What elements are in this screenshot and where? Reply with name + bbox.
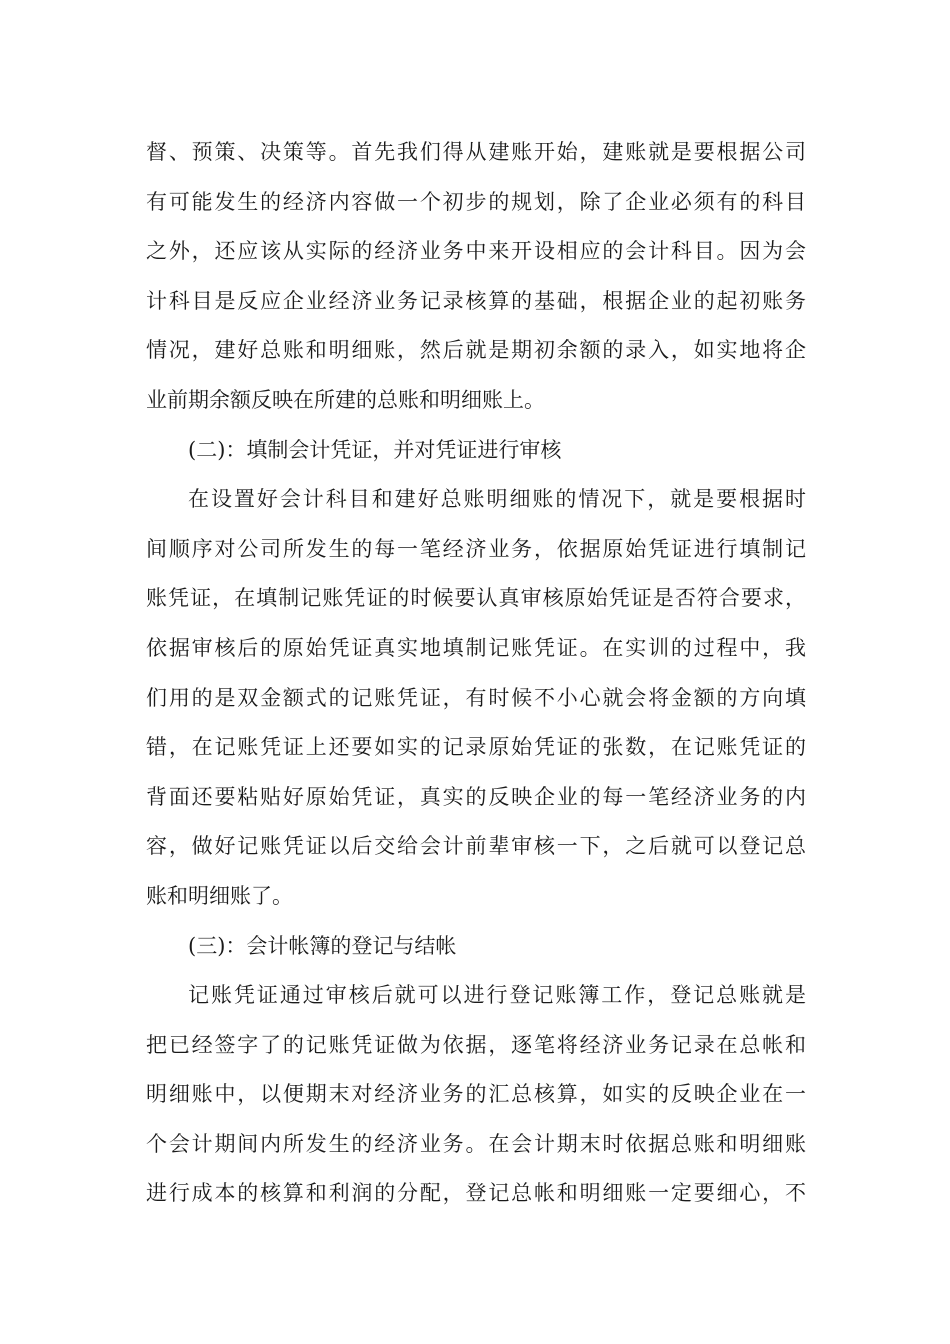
text-line: 进行成本的核算和利润的分配，登记总帐和明细账一定要细心，不 xyxy=(146,1181,806,1206)
section-heading-3: (三)：会计帐簿的登记与结帐 xyxy=(188,933,457,958)
text-line: 账和明细账了。 xyxy=(146,883,293,908)
text-line: 背面还要粘贴好原始凭证，真实的反映企业的每一笔经济业务的内 xyxy=(146,784,806,809)
paragraph-3 xyxy=(146,971,806,1219)
paragraph-1 xyxy=(146,128,806,426)
text-line: 个会计期间内所发生的经济业务。在会计期末时依据总账和明细账 xyxy=(146,1131,806,1156)
document-body xyxy=(146,128,806,1219)
text-line: 情况，建好总账和明细账，然后就是期初余额的录入，如实地将企 xyxy=(146,338,806,363)
text-line: 计科目是反应企业经济业务记录核算的基础，根据企业的起初账务 xyxy=(146,288,806,313)
text-line: 间顺序对公司所发生的每一笔经济业务，依据原始凭证进行填制记 xyxy=(146,536,806,561)
text-line: 依据审核后的原始凭证真实地填制记账凭证。在实训的过程中，我 xyxy=(146,635,806,660)
text-line: 把已经签字了的记账凭证做为依据，逐笔将经济业务记录在总帐和 xyxy=(146,1032,806,1057)
section-heading-2: (二)：填制会计凭证，并对凭证进行审核 xyxy=(188,437,562,462)
text-line: 账凭证，在填制记账凭证的时候要认真审核原始凭证是否符合要求， xyxy=(146,586,806,611)
paragraph-2 xyxy=(146,475,806,921)
text-line: 记账凭证通过审核后就可以进行登记账簿工作，登记总账就是 xyxy=(188,983,806,1008)
text-line: 有可能发生的经济内容做一个初步的规划，除了企业必须有的科目 xyxy=(146,189,806,214)
text-line: 之外，还应该从实际的经济业务中来开设相应的会计科目。因为会 xyxy=(146,239,806,264)
text-line: 错，在记账凭证上还要如实的记录原始凭证的张数，在记账凭证的 xyxy=(146,735,806,760)
text-line: 在设置好会计科目和建好总账明细账的情况下，就是要根据时 xyxy=(188,487,806,512)
text-line: 督、预策、决策等。首先我们得从建账开始，建账就是要根据公司 xyxy=(146,140,806,164)
text-line: 业前期余额反映在所建的总账和明细账上。 xyxy=(146,387,545,412)
text-line: 容，做好记账凭证以后交给会计前辈审核一下，之后就可以登记总 xyxy=(146,834,806,859)
text-line: 们用的是双金额式的记账凭证，有时候不小心就会将金额的方向填 xyxy=(146,685,806,710)
text-line: 明细账中，以便期末对经济业务的汇总核算，如实的反映企业在一 xyxy=(146,1082,806,1107)
